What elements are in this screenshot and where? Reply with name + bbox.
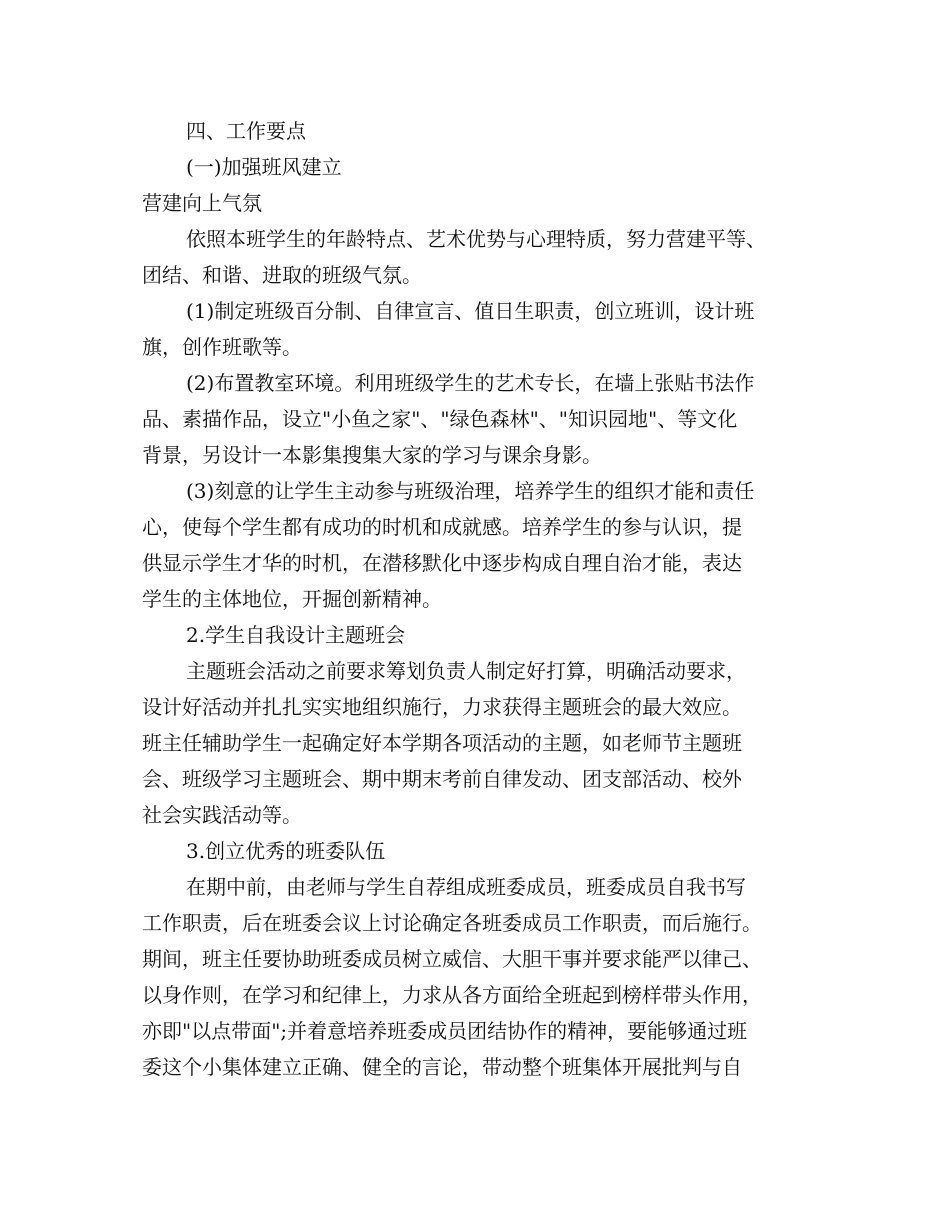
paragraph-line: 供显示学生才华的时机，在潜移默化中逐步构成自理自治才能，表达 bbox=[142, 551, 742, 575]
paragraph-line: 主题班会活动之前要求筹划负责人制定好打算，明确活动要求， bbox=[186, 659, 746, 683]
paragraph-line: 以身作则，在学习和纪律上，力求从各方面给全班起到榜样带头作用， bbox=[142, 983, 762, 1007]
paragraph-line: 会、班级学习主题班会、期中期末考前自律发动、团支部活动、校外 bbox=[142, 767, 742, 791]
paragraph-line: 旗，创作班歌等。 bbox=[142, 335, 302, 359]
paragraph-line: 心，使每个学生都有成功的时机和成就感。培养学生的参与认识，提 bbox=[142, 515, 742, 539]
paragraph-line: 学生的主体地位，开掘创新精神。 bbox=[142, 587, 442, 611]
paragraph-line: (3)刻意的让学生主动参与班级治理，培养学生的组织才能和责任 bbox=[186, 479, 755, 503]
section-heading: 四、工作要点 bbox=[186, 119, 306, 143]
subsection-heading-continuation: 营建向上气氛 bbox=[142, 191, 262, 215]
paragraph-line: 依照本班学生的年龄特点、艺术优势与心理特质，努力营建平等、 bbox=[186, 227, 766, 251]
paragraph-line: 工作职责，后在班委会议上讨论确定各班委成员工作职责，而后施行。 bbox=[142, 911, 762, 935]
paragraph-line: 品、素描作品，设立"小鱼之家"、"绿色森林"、"知识园地"、等文化 bbox=[142, 407, 738, 431]
paragraph-line: (1)制定班级百分制、自律宣言、值日生职责，创立班训，设计班 bbox=[186, 299, 755, 323]
paragraph-line: 亦即"以点带面";并着意培养班委成员团结协作的精神，要能够通过班 bbox=[142, 1019, 748, 1043]
paragraph-line: 社会实践活动等。 bbox=[142, 803, 302, 827]
paragraph-line: 设计好活动并扎扎实实地组织施行，力求获得主题班会的最大效应。 bbox=[142, 695, 742, 719]
paragraph-line: 背景，另设计一本影集搜集大家的学习与课余身影。 bbox=[142, 443, 602, 467]
section-heading-2: 2.学生自我设计主题班会 bbox=[186, 623, 406, 647]
paragraph-line: 班主任辅助学生一起确定好本学期各项活动的主题，如老师节主题班 bbox=[142, 731, 742, 755]
paragraph-line: (2)布置教室环境。利用班级学生的艺术专长，在墙上张贴书法作 bbox=[186, 371, 755, 395]
paragraph-line: 在期中前，由老师与学生自荐组成班委成员，班委成员自我书写 bbox=[186, 875, 746, 899]
paragraph-line: 团结、和谐、进取的班级气氛。 bbox=[142, 263, 422, 287]
paragraph-line: 委这个小集体建立正确、健全的言论，带动整个班集体开展批判与自 bbox=[142, 1055, 742, 1079]
document-body bbox=[142, 113, 812, 1085]
subsection-heading: (一)加强班风建立 bbox=[186, 155, 342, 179]
paragraph-line: 期间，班主任要协助班委成员树立威信、大胆干事并要求能严以律己、 bbox=[142, 947, 762, 971]
section-heading-3: 3.创立优秀的班委队伍 bbox=[186, 839, 386, 863]
